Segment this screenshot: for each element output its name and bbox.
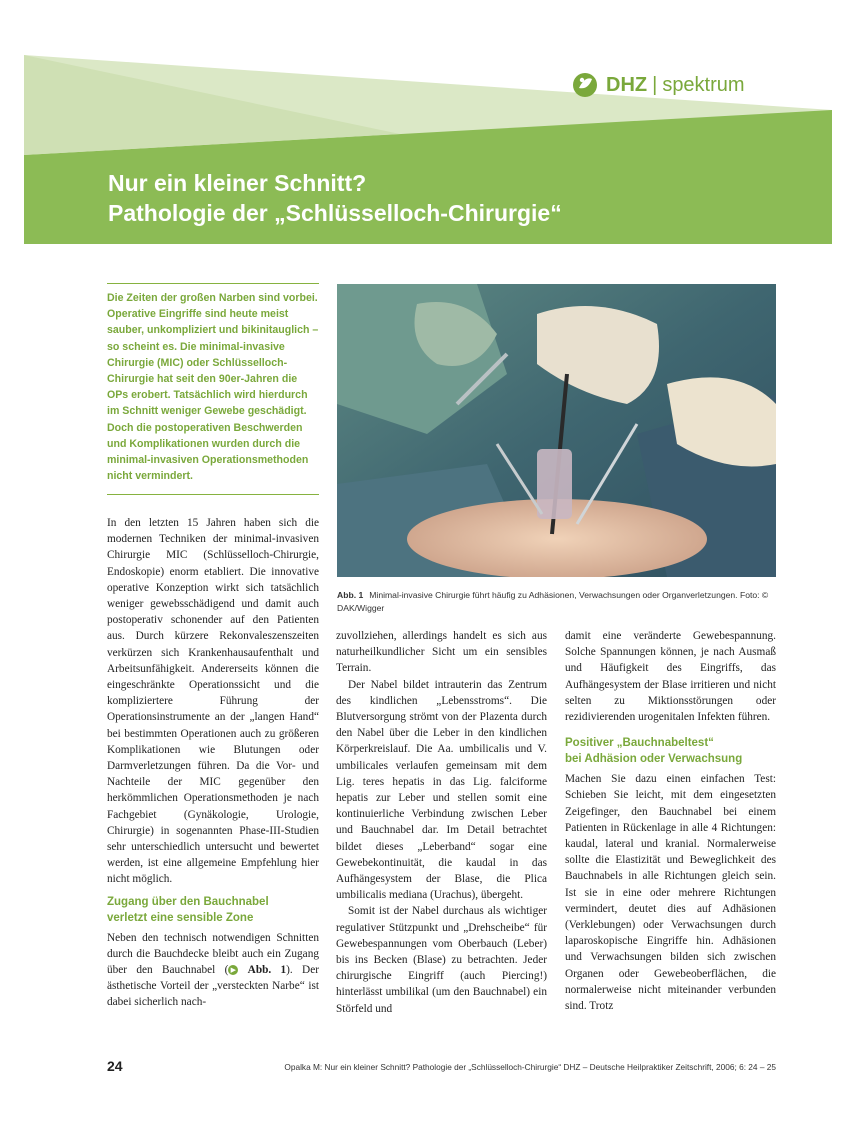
logo-brand: DHZ — [606, 73, 648, 96]
figure-label: Abb. 1 — [337, 590, 364, 600]
footer-citation: Opalka M: Nur ein kleiner Schnitt? Pathologie der „Schlüsselloch-Chirurgie“ DHZ – Deutsche Heilpraktiker Zeitschrift, 2006; 6: 24 – 25 — [284, 1062, 776, 1072]
figure-caption — [337, 589, 776, 615]
figure-ref-link[interactable]: Abb. 1 — [247, 964, 287, 977]
body-column-3 — [565, 628, 776, 1014]
col3-paragraph-1: damit eine veränderte Gewebespannung. Solche Spannungen können, je nach Ausmaß und Häufigkeit des Eingriffs, das Aufhängesystem der Blase irritieren und nicht selten zu Miktionsstörungen oder rezidivierenden urogenitalen Infekten führen. — [565, 630, 776, 724]
article-title — [108, 168, 562, 228]
logo-separator: | — [652, 73, 658, 96]
figure-caption-text: Minimal-invasive Chirurgie führt häufig zu Adhäsionen, Verwachsungen oder Organverletzungen. Foto: © DAK/Wigger — [337, 590, 769, 613]
col1-subheading-line-1: Zugang über den Bauchnabel — [107, 895, 269, 908]
col3-subheading-line-1: Positiver „Bauchnabeltest“ — [565, 737, 714, 750]
col2-paragraph-3: Somit ist der Nabel durchaus als wichtiger regulativer Stützpunkt und „Drehscheibe“ für Gewebespannungen vom Oberbauch (Leber) bis ins Becken (Blase) zu betrachten. Jeder chirurgische Eingriff (auch Piercing!) hinterlässt umbilikal (um den Bauchnabel) ein Störfeld und — [336, 905, 547, 1015]
col3-paragraph-2: Machen Sie dazu einen einfachen Test: Schieben Sie leicht, mit dem eingesetzten Zeigefinger, den Bauchnabel bei einem Patienten in Rückenlage in alle 4 Richtungen: kaudal, lateral und kranial. Normalerweise sollte die Elastizität und Beweglichkeit des Bauchnabels in alle Richtungen gleich sein. Ist sie in eine oder mehrere Richtungen vermindert, deutet dies auf Adhäsionen (Verklebungen) oder Verwachsungen durch laparoskopische Eingriffe hin. Adhäsionen und Verwachsungen bilden sich zwischen Organen oder Gewebeoberflächen, die normalerweise nicht miteinander verbunden sind. Trotz — [565, 773, 776, 1013]
col3-subheading — [565, 735, 776, 767]
page-number: 24 — [107, 1058, 123, 1074]
lead-paragraph: Die Zeiten der großen Narben sind vorbei. Operative Eingriffe sind heute meist sauber, unkompliziert und bikinitauglich – so scheint es. Die minimal-invasive Chirurgie (MIC) oder Schlüsselloch-Chirurgie hat seit den 90er-Jahren die OPs erobert. Tatsächlich wird hierdurch im Schnitt weniger Gewebe geschädigt. Doch die postoperativen Beschwerden und Komplikationen wurden durch die minimal-invasiven Operationsmethoden nicht vermindert. — [107, 283, 319, 495]
col1-subheading — [107, 894, 319, 926]
logo-sub: spektrum — [662, 73, 745, 96]
figure-ref-arrow-icon[interactable]: ▶ — [228, 965, 238, 975]
col2-paragraph-1: zuvollziehen, allerdings handelt es sich aus naturheilkundlicher Sicht um ein sensibles Terrain. — [336, 630, 547, 675]
col1-paragraph-2-end: ). Der ästhetische Vorteil der „versteckten Narbe“ ist dabei sicherlich nach- — [107, 964, 319, 1009]
title-line-1: Nur ein kleiner Schnitt? — [108, 170, 367, 196]
col1-paragraph-2 — [107, 930, 319, 1011]
body-column-1 — [107, 515, 319, 1011]
title-line-2: Pathologie der „Schlüsselloch-Chirurgie“ — [108, 200, 562, 226]
col3-subheading-line-2: bei Adhäsion oder Verwachsung — [565, 753, 743, 766]
dhz-leaf-icon — [570, 70, 600, 100]
dhz-spektrum-logo — [570, 70, 745, 100]
surgery-photo — [337, 284, 776, 577]
col1-subheading-line-2: verletzt eine sensible Zone — [107, 911, 254, 924]
body-column-2 — [336, 628, 547, 1017]
col1-paragraph-2-start: Neben den technisch notwendigen Schnitten durch die Bauchdecke bleibt auch ein Zugang über den Bauchnabel ( — [107, 931, 319, 977]
col1-paragraph-1: In den letzten 15 Jahren haben sich die modernen Techniken der minimal-invasiven Chirurgie MIC (Schlüsselloch-Chirurgie, Endoskopie) enorm etabliert. Die innovative operative Konzeption wirkt sich tatsächlich weniger gewebsschädigend und damit auch postoperativ schonender auf den Patienten aus. Durch kürzere Rekonvaleszenszeiten verkürzen sich Krankenhausaufenthalt und Arbeitsunfähigkeit. Andererseits können die eingeschränkte Operationssicht und die kompliziertere Führung der Operationsinstrumente an der „langen Hand“ bei bestimmten Operationen auch zu größeren Komplikationen wie Blutungen oder Darmverletzungen führen. Da die Vor- und Nachteile der MIC gegenüber den herkömmlichen Operationsmethoden je nach Fachgebiet (Gynäkologie, Urologie, Chirurgie) in sogenannten Phase-III-Studien sehr unterschiedlich untersucht und bewertet werden, ist eine allgemeine Empfehlung hier nicht möglich. — [107, 517, 319, 886]
col2-paragraph-2: Der Nabel bildet intrauterin das Zentrum des kindlichen „Lebensstroms“. Die Blutversorgung strömt von der Plazenta durch den Nabel über die Leber in den kindlichen Körperkreislauf. Die Aa. umbilicalis und V. umbilicales verlaufen gemeinsam mit dem Lig. teres hepatis in das Lig. falciforme hepatis zur Leber und stellen somit eine kontinuierliche Verbindung zwischen Leber und Bauchnabel dar. Im Detail betrachtet bildet dieses „Leberband“ sogar eine Gewebekontinuität, die kaudal in das Aufhängesystem der Blase, die Plica umbilicalis mediana (Urachus), übergeht. — [336, 678, 547, 902]
